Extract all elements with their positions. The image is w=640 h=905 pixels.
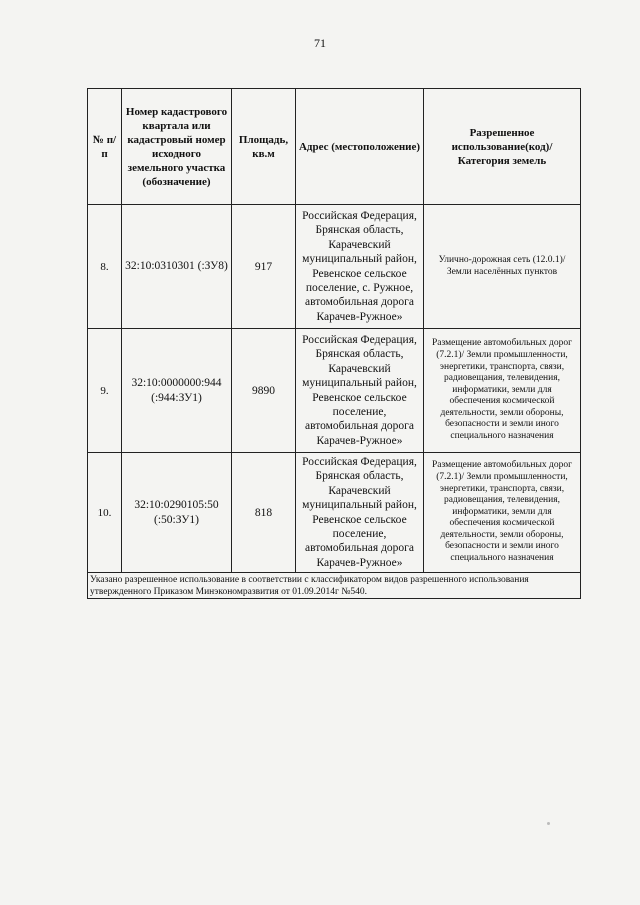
- row-num: 8.: [88, 205, 122, 329]
- row-usage: Размещение автомобильных дорог (7.2.1)/ Земли промышленности, энергетики, транспорта, связи, радиовещания, телевидения, информатики, земли для обеспечения космической деятельности, земли обороны, безопасности и земли иного специального назначения: [424, 453, 581, 573]
- row-num: 9.: [88, 329, 122, 453]
- scan-speck: [547, 822, 550, 825]
- row-cadastral: 32:10:0000000:944 (:944:ЗУ1): [122, 329, 232, 453]
- footnote-row: [88, 573, 581, 599]
- footnote: Указано разрешенное использование в соответствии с классификатором видов разрешенного использования утвержденного Приказом Минэкономразвития от 01.09.2014г №540.: [88, 573, 581, 599]
- row-address: Российская Федерация, Брянская область, Карачевский муниципальный район, Ревенское сельское поселение, с. Ружное, автомобильная дорога Карачев-Ружное»: [296, 205, 424, 329]
- row-area: 9890: [232, 329, 296, 453]
- table-row: [88, 205, 581, 329]
- row-cadastral: 32:10:0310301 (:ЗУ8): [122, 205, 232, 329]
- row-address: Российская Федерация, Брянская область, Карачевский муниципальный район, Ревенское сельское поселение, автомобильная дорога Карачев-Ружное»: [296, 329, 424, 453]
- table-row: [88, 329, 581, 453]
- row-num: 10.: [88, 453, 122, 573]
- row-usage: Размещение автомобильных дорог (7.2.1)/ Земли промышленности, энергетики, транспорта, связи, радиовещания, телевидения, информатики, земли для обеспечения космической деятельности, земли обороны, безопасности и земли иного специального назначения: [424, 329, 581, 453]
- row-area: 818: [232, 453, 296, 573]
- header-area: Площадь, кв.м: [232, 89, 296, 205]
- page-number: 71: [314, 36, 326, 50]
- land-plots-table: [87, 88, 581, 599]
- row-address: Российская Федерация, Брянская область, Карачевский муниципальный район, Ревенское сельское поселение, автомобильная дорога Карачев-Ружное»: [296, 453, 424, 573]
- header-address: Адрес (местоположение): [296, 89, 424, 205]
- row-area: 917: [232, 205, 296, 329]
- header-cadastral: Номер кадастрового квартала или кадастровый номер исходного земельного участка (обозначение): [122, 89, 232, 205]
- row-cadastral: 32:10:0290105:50 (:50:ЗУ1): [122, 453, 232, 573]
- header-num: № п/п: [88, 89, 122, 205]
- table-header-row: [88, 89, 581, 205]
- row-usage: Улично-дорожная сеть (12.0.1)/ Земли населённых пунктов: [424, 205, 581, 329]
- header-usage: Разрешенное использование(код)/ Категория земель: [424, 89, 581, 205]
- table-row: [88, 453, 581, 573]
